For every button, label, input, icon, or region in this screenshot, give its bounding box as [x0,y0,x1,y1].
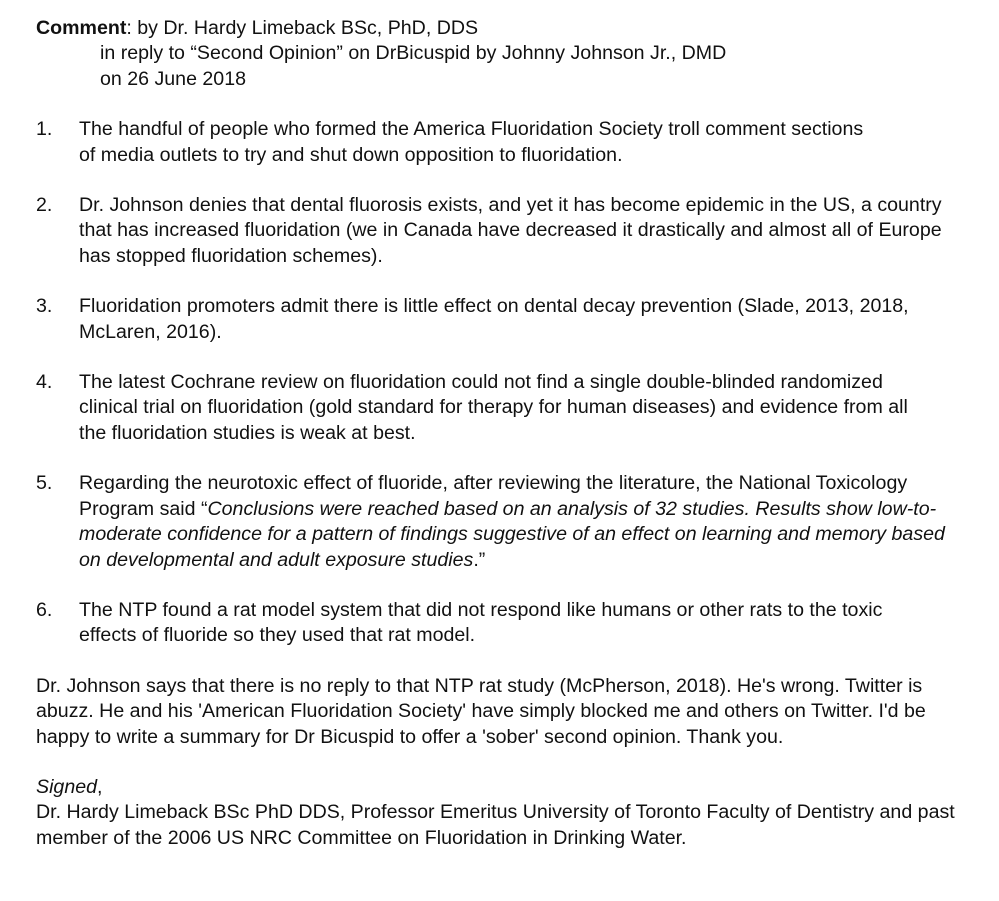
list-item [36,370,976,446]
list-item [36,471,976,573]
list-item-number: 1. [36,118,53,141]
comment-byline [36,16,976,41]
list-item-number: 2. [36,194,53,217]
list-item [36,598,976,649]
list-item [36,294,976,345]
list-item [36,117,976,168]
signed-punct: , [97,775,103,798]
signed-label: Signed [36,775,98,798]
ntp-intro-text: Regarding the neurotoxic effect of fluoride, after reviewing the literature, the National Toxicology Program said “ [79,472,908,520]
comment-author: : by Dr. Hardy Limeback BSc, PhD, DDS [126,17,479,39]
comment-label: Comment [36,17,127,39]
signed-line [36,775,976,800]
signature-block [36,775,976,851]
ntp-quote-end: .” [473,548,486,571]
reply-line: in reply to “Second Opinion” on DrBicuspid by Johnny Johnson Jr., DMD [100,42,727,65]
list-item-text: The handful of people who formed the America Fluoridation Society troll comment sections of media outlets to try and shut down opposition to fluoridation. [79,118,864,166]
list-item-text: The latest Cochrane review on fluoridation could not find a single double-blinded randomized clinical trial on fluoridation (gold standard for therapy for human diseases) and evidence from all the fluoridation studies is weak at best. [79,371,908,444]
signature-text: Dr. Hardy Limeback BSc PhD DDS, Professor Emeritus University of Toronto Faculty of Dentistry and past member of the 2006 US NRC Committee on Fluoridation in Drinking Water. [36,801,955,849]
list-item-number: 4. [36,371,53,394]
list-item-number: 5. [36,472,53,495]
comment-header [36,16,976,92]
date-line: on 26 June 2018 [100,67,246,90]
list-item-text: The NTP found a rat model system that did not respond like humans or other rats to the toxic effects of fluoride so they used that rat model. [79,598,883,647]
list-item [36,193,976,269]
numbered-points [36,117,976,649]
document [36,16,976,851]
ntp-quote: Conclusions were reached based on an analysis of 32 studies. Results show low-to-moderate confidence for a pattern of findings suggestive of an effect on learning and memory based on developmental and adult exposure studies [79,497,945,571]
list-item-number: 3. [36,295,53,318]
list-item-text: Fluoridation promoters admit there is little effect on dental decay prevention (Slade, 2013, 2018, McLaren, 2016). [79,295,909,343]
list-item-text [79,471,947,573]
list-item-text: Dr. Johnson denies that dental fluorosis exists, and yet it has become epidemic in the US, a country that has increased fluoridation (we in Canada have decreased it drastically and almost all of Europe has stopped fluoridation schemes). [79,194,942,267]
closing-paragraph: Dr. Johnson says that there is no reply to that NTP rat study (McPherson, 2018). He's wrong. Twitter is abuzz. He and his 'American Fluoridation Society' have simply blocked me and others on Twitter. I'd be happy to write a summary for Dr Bicuspid to offer a 'sober' second opinion. Thank you. [36,674,926,748]
list-item-number: 6. [36,598,53,621]
